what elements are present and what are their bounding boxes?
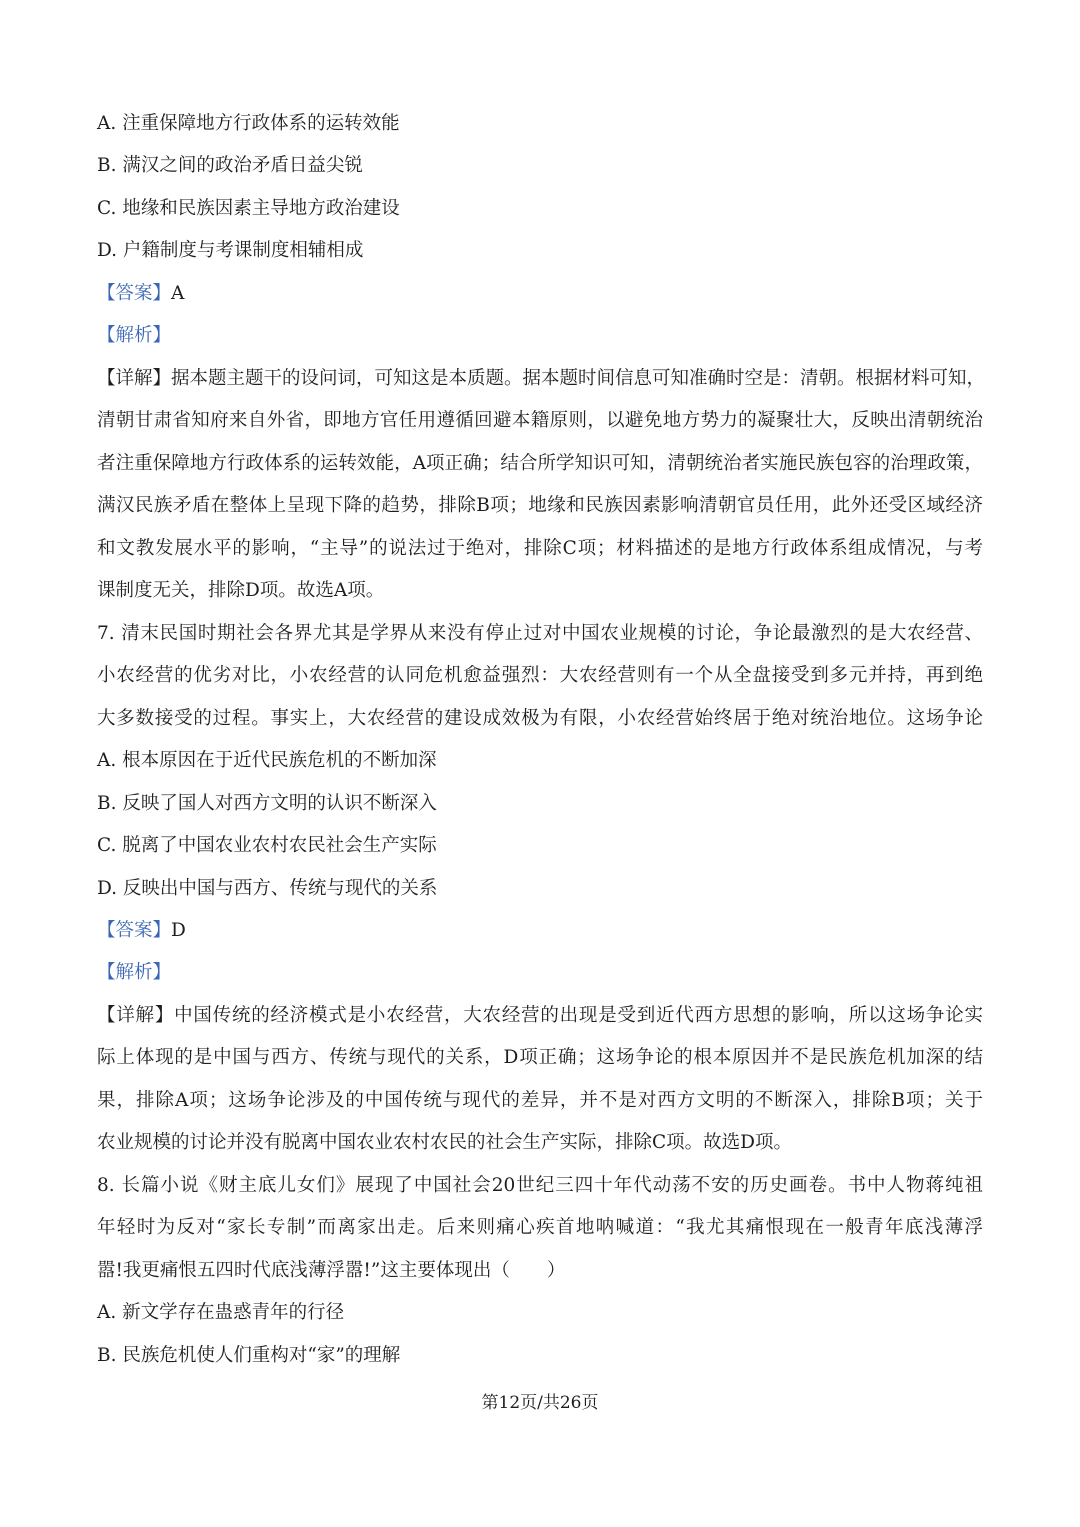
answer-label: 【答案】 [97, 920, 172, 941]
q8-stem-line: 8. 长篇小说《财主底儿女们》展现了中国社会20世纪三四十年代动荡不安的历史画卷。书中人物蒋纯祖 [97, 1175, 983, 1196]
q7-stem-line: 大多数接受的过程。事实上，大农经营的建设成效极为有限，小农经营始终居于绝对统治地位。这场争论 [97, 708, 983, 729]
q6-detail-line: 清朝甘肃省知府来自外省，即地方官任用遵循回避本籍原则，以避免地方势力的凝聚壮大，反映出清朝统治 [97, 410, 983, 431]
analysis-label: 【解析】 [97, 962, 172, 983]
q6-option-b: B. 满汉之间的政治矛盾日益尖锐 [97, 155, 363, 176]
q7-detail-line: 际上体现的是中国与西方、传统与现代的关系，D项正确；这场争论的根本原因并不是民族危机加深的结 [97, 1047, 983, 1068]
page-number-footer: 第12页/共26页 [481, 1393, 599, 1413]
analysis-label: 【解析】 [97, 325, 172, 346]
q8-stem-line: 嚣!我更痛恨五四时代底浅薄浮嚣!”这主要体现出（ ） [97, 1260, 566, 1281]
answer-label: 【答案】 [97, 283, 172, 304]
q6-option-a: A. 注重保障地方行政体系的运转效能 [97, 113, 400, 134]
q7-option-c: C. 脱离了中国农业农村农民社会生产实际 [97, 835, 437, 856]
q7-detail-line: 农业规模的讨论并没有脱离中国农业农村农民的社会生产实际，排除C项。故选D项。 [97, 1132, 792, 1153]
q6-detail-line [97, 366, 986, 392]
detail-text: 中国传统的经济模式是小农经营，大农经营的出现是受到近代西方思想的影响，所以这场争论实 [174, 1005, 983, 1026]
q8-option-b: B. 民族危机使人们重构对“家”的理解 [97, 1345, 401, 1366]
q6-option-d: D. 户籍制度与考课制度相辅相成 [97, 240, 364, 261]
q7-option-b: B. 反映了国人对西方文明的认识不断深入 [97, 793, 437, 814]
q7-option-a: A. 根本原因在于近代民族危机的不断加深 [97, 750, 437, 771]
q7-stem-line: 小农经营的优劣对比，小农经营的认同危机愈益强烈：大农经营则有一个从全盘接受到多元并持，再到绝 [97, 665, 983, 686]
q6-detail-line: 满汉民族矛盾在整体上呈现下降的趋势，排除B项；地缘和民族因素影响清朝官员任用，此外还受区域经济 [97, 495, 983, 516]
detail-text: 据本题主题干的设问词，可知这是本质题。据本题时间信息可知准确时空是：清朝。根据材料可知， [171, 368, 986, 389]
q6-analysis-heading [97, 323, 171, 349]
q8-option-a: A. 新文学存在蛊惑青年的行径 [97, 1302, 345, 1323]
q7-detail-line: 果，排除A项；这场争论涉及的中国传统与现代的差异，并不是对西方文明的不断深入，排除B项；关于 [97, 1090, 983, 1111]
detail-label: 【详解】 [97, 1005, 175, 1026]
answer-value: D [171, 920, 186, 941]
q7-answer [97, 918, 186, 944]
q7-option-d: D. 反映出中国与西方、传统与现代的关系 [97, 878, 438, 899]
q6-answer [97, 281, 184, 307]
q6-option-c: C. 地缘和民族因素主导地方政治建设 [97, 198, 400, 219]
q6-detail-line: 者注重保障地方行政体系的运转效能，A项正确；结合所学知识可知，清朝统治者实施民族包容的治理政策， [97, 453, 983, 474]
q7-stem-line: 7. 清末民国时期社会各界尤其是学界从来没有停止过对中国农业规模的讨论，争论最激烈的是大农经营、 [97, 623, 983, 644]
q6-detail-line: 课制度无关，排除D项。故选A项。 [97, 580, 385, 601]
q7-analysis-heading [97, 960, 171, 986]
detail-label: 【详解】 [97, 368, 172, 389]
answer-value: A [171, 283, 185, 304]
q8-stem-line: 年轻时为反对“家长专制”而离家出走。后来则痛心疾首地呐喊道：“我尤其痛恨现在一般青年底浅薄浮 [97, 1217, 983, 1238]
q7-detail-line [97, 1003, 983, 1029]
q6-detail-line: 和文教发展水平的影响，“主导”的说法过于绝对，排除C项；材料描述的是地方行政体系组成情况，与考 [97, 538, 983, 559]
